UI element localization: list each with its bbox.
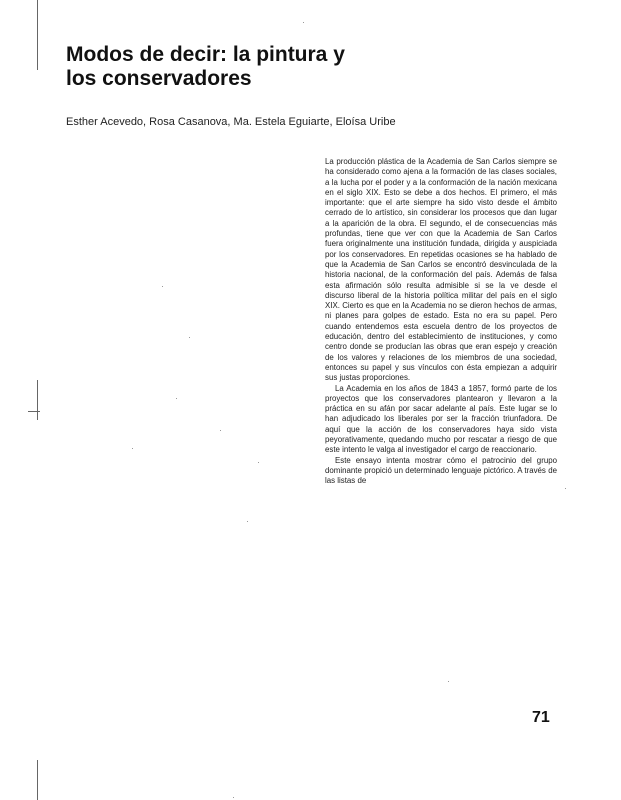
scan-speck [448,681,449,682]
scan-speck [565,488,566,489]
scan-speck [303,22,304,23]
scan-speck [189,337,190,338]
scan-speck [162,286,163,287]
body-paragraph-3: Este ensayo intenta mostrar cómo el patrocinio del grupo dominante propició un determinado lenguaje pictórico. A través de las listas de [325,455,557,486]
body-paragraph-2: La Academia en los años de 1843 a 1857, formó parte de los proyectos que los conservadores plantearon y llevaron a la práctica en su afán por sacar adelante al país. Este lugar se lo han adjudicado los liberales por ser la fracción triunfadora. De aquí que la acción de los conservadores haya sido vista peyorativamente, quedando mucho por rescatar a riesgo de que este intento le valga al investigador el cargo de reaccionario. [325,383,557,455]
title-line-1: Modos de decir: la pintura y [66,43,345,66]
scan-speck [233,797,234,798]
scan-speck [247,521,248,522]
body-paragraph-1: La producción plástica de la Academia de San Carlos siempre se ha considerado como ajena a la formación de las clases sociales, a la lucha por el poder y a la conformación de la nación mexicana en el siglo XIX. Esto se debe a dos hechos. El primero, el más importante: que el arte siempre ha sido visto desde el ámbito cerrado de lo artístico, sin considerar los procesos que dan lugar a la aparición de la obra. El segundo, el de consecuencias más profundas, tiene que ver con que la Academia de San Carlos fuera originalmente una institución fundada, dirigida y auspiciada por los conservadores. En repetidas ocasiones se ha hablado de que la Academia de San Carlos se encontró desvinculada de la historia nacional, de la conformación del país. Además de falsa esta afirmación sólo resulta admisible si se la ve desde el discurso liberal de la historia política militar del país en el siglo XIX. Cierto es que en la Academia no se dieron hechos de armas, ni planes para golpes de estado. Esta no era su papel. Pero cuando entendemos esta escuela dentro de los proyectos de educación, dentro del establecimiento de instituciones, y como centro donde se producían las obras que eran espejo y creación de los valores y relaciones de los miembros de una sociedad, entonces su papel y sus vínculos con ésta empiezan a adquirir sus justas proporciones. [325,157,557,383]
scan-edge-mark [37,380,38,420]
scan-edge-mark [37,0,38,70]
scan-edge-mark [37,760,38,800]
article-body [325,157,557,487]
scan-speck [176,398,177,399]
scan-edge-mark [28,411,40,412]
article-title [66,43,426,91]
page-number: 71 [532,709,550,726]
title-line-2: los conservadores [66,67,252,90]
article-authors: Esther Acevedo, Rosa Casanova, Ma. Estela Eguiarte, Eloísa Uribe [66,116,396,128]
scan-speck [132,448,133,449]
scan-speck [258,462,259,463]
scan-speck [220,430,221,431]
